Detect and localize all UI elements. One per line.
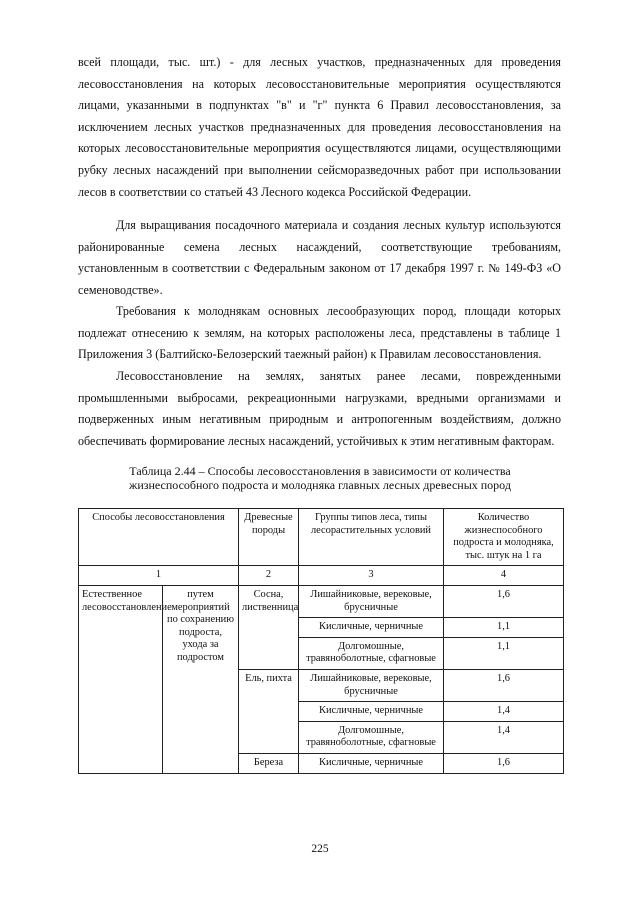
forest-type-cell: Кисличные, черничные bbox=[299, 753, 444, 773]
quantity-cell: 1,1 bbox=[444, 618, 564, 638]
submethod-cell: путем мероприятий по сохранению подроста, ухода за подростом bbox=[163, 585, 239, 773]
header-forest-groups: Группы типов леса, типы лесорастительных условий bbox=[299, 509, 444, 566]
forest-type-cell: Долгомошные, травяноболотные, сфагновые bbox=[299, 637, 444, 669]
column-number-row bbox=[79, 566, 564, 586]
quantity-cell: 1,6 bbox=[444, 669, 564, 701]
col-number-4: 4 bbox=[444, 566, 564, 586]
species-cell: Ель, пихта bbox=[239, 669, 299, 753]
paragraph-2: Для выращивания посадочного материала и создания лесных культур используются районированные семена лесных насаждений, соответствующие требованиям, установленным в соответствии с Федеральным законом от 17 декабря 1997 г. № 149-ФЗ «О семеноводстве». bbox=[78, 218, 561, 297]
quantity-cell: 1,1 bbox=[444, 637, 564, 669]
forest-type-cell: Кисличные, черничные bbox=[299, 618, 444, 638]
forest-type-cell: Долгомошные, травяноболотные, сфагновые bbox=[299, 721, 444, 753]
paragraph-3: Требования к молоднякам основных лесообразующих пород, площади которых подлежат отнесению к землям, на которых расположены леса, представлены в таблице 1 Приложения 3 (Балтийско-Белозерский таежный район) к Правилам лесовосстановления. bbox=[78, 304, 561, 362]
quantity-cell: 1,4 bbox=[444, 702, 564, 722]
species-cell: Береза bbox=[239, 753, 299, 773]
page-number: 225 bbox=[311, 843, 329, 855]
forest-type-cell: Лишайниковые, верековые, брусничные bbox=[299, 669, 444, 701]
species-cell: Сосна, лиственница bbox=[239, 585, 299, 669]
col-number-3: 3 bbox=[299, 566, 444, 586]
col-number-1: 1 bbox=[79, 566, 239, 586]
reforestation-table bbox=[78, 508, 564, 774]
paragraph-4: Лесовосстановление на землях, занятых ранее лесами, поврежденными промышленными выбросами, рекреационными нагрузками, вредными организмами и подверженных иным негативным природным и антропогенным воздействиям, должно обеспечивать формирование лесных насаждений, устойчивых к этим негативным факторам. bbox=[78, 369, 561, 448]
quantity-cell: 1,4 bbox=[444, 721, 564, 753]
header-methods: Способы лесовосстановления bbox=[79, 509, 239, 566]
header-quantity: Количество жизнеспособного подроста и молодняка, тыс. штук на 1 га bbox=[444, 509, 564, 566]
paragraph-1: всей площади, тыс. шт.) - для лесных участков, предназначенных для проведения лесовосстановления на которых лесовосстановительные мероприятия осуществляются лицами, указанными в подпунктах "в" и "г" пункта 6 Правил лесовосстановления, за исключением лесных участков предназначенных для проведения лесовосстановления на которых лесовосстановительные мероприятия осуществляются лицами, осуществляющими рубку лесных насаждений при выполнении сейсморазведочных работ при использовании лесов в соответствии со статьей 43 Лесного кодекса Российской Федерации. bbox=[78, 55, 561, 199]
table-caption: Таблица 2.44 – Способы лесовосстановления в зависимости от количества жизнеспособного подроста и молодняка главных лесных древесных пород bbox=[129, 464, 511, 492]
header-species: Древесные породы bbox=[239, 509, 299, 566]
table-row bbox=[79, 585, 564, 617]
col-number-2: 2 bbox=[239, 566, 299, 586]
forest-type-cell: Лишайниковые, верековые, брусничные bbox=[299, 585, 444, 617]
method-cell: Естественное лесовосстановление bbox=[79, 585, 163, 773]
quantity-cell: 1,6 bbox=[444, 753, 564, 773]
forest-type-cell: Кисличные, черничные bbox=[299, 702, 444, 722]
table-header-row bbox=[79, 509, 564, 566]
quantity-cell: 1,6 bbox=[444, 585, 564, 617]
